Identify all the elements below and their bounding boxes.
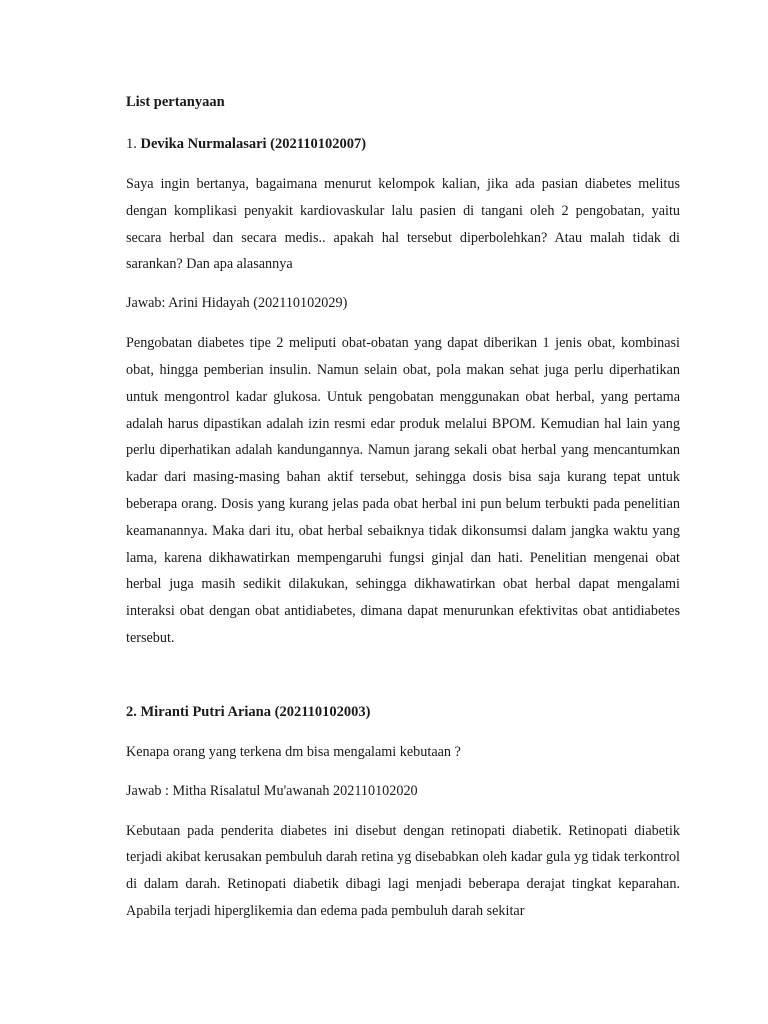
question-1-number: 1. xyxy=(126,136,141,152)
question-1-answer: Pengobatan diabetes tipe 2 meliputi obat-obatan yang dapat diberikan 1 jenis obat, kombinasi obat, hingga pemberian insulin. Namun selain obat, pola makan sehat juga perlu diperhatikan untuk mengontrol kadar glukosa. Untuk pengobatan menggunakan obat herbal, yang pertama adalah harus dipastikan adalah izin resmi edar produk melalui BPOM. Kemudian hal lain yang perlu diperhatikan adalah kandungannya. Namun jarang sekali obat herbal yang mencantumkan kadar dari masing-masing bahan aktif tersebut, sehingga dosis bisa saja kurang tepat untuk beberapa orang. Dosis yang kurang jelas pada obat herbal ini pun belum terbukti pada penelitian keamanannya. Maka dari itu, obat herbal sebaiknya tidak dikonsumsi dalam jangka waktu yang lama, karena dikhawatirkan mempengaruhi fungsi ginjal dan hati. Penelitian mengenai obat herbal juga masih sedikit dilakukan, sehingga dikhawatirkan obat herbal dapat mengalami interaksi obat dengan obat antidiabetes, dimana dapat menurunkan efektivitas obat antidiabetes tersebut. xyxy=(126,335,680,646)
question-1-title xyxy=(126,134,680,154)
document-page xyxy=(126,92,680,939)
question-1-asker: Devika Nurmalasari (202110102007) xyxy=(140,136,367,152)
document-heading: List pertanyaan xyxy=(126,94,225,110)
question-1-text: Saya ingin bertanya, bagaimana menurut kelompok kalian, jika ada pasian diabetes melitus dengan komplikasi penyakit kardiovaskular lalu pasien di tangani oleh 2 pengobatan, yaitu secara herbal dan secara medis.. apakah hal tersebut diperbolehkan? Atau malah tidak di sarankan? Dan apa alasannya xyxy=(126,176,680,273)
question-2-answered-by: Jawab : Mitha Risalatul Mu'awanah 202110102020 xyxy=(126,782,418,799)
question-2-answer: Kebutaan pada penderita diabetes ini disebut dengan retinopati diabetik. Retinopati diabetik terjadi akibat kerusakan pembuluh darah retina yg disebabkan oleh kadar gula yg tidak terkontrol di dalam darah. Retinopati diabetik dibagi lagi menjadi beberapa derajat tingkat keparahan. Apabila terjadi hiperglikemia dan edema pada pembuluh darah sekitar xyxy=(126,822,680,919)
question-2-number: 2. xyxy=(126,703,141,720)
section-spacer xyxy=(126,666,680,702)
question-2-text: Kenapa orang yang terkena dm bisa mengalami kebutaan ? xyxy=(126,743,461,760)
question-2-title xyxy=(126,702,680,722)
question-2-asker: Miranti Putri Ariana (202110102003) xyxy=(140,703,371,720)
question-1-answered-by: Jawab: Arini Hidayah (202110102029) xyxy=(126,295,348,312)
